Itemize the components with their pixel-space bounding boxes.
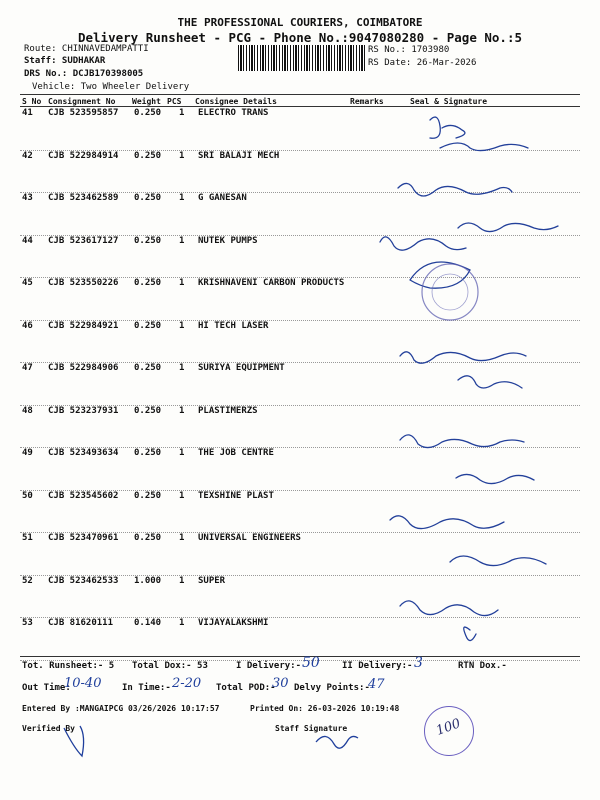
col-pcs: PCS xyxy=(167,97,182,106)
row-sno: 43 xyxy=(22,193,33,203)
row-consignment-no: CJB 523462589 xyxy=(48,193,119,203)
row-weight: 1.000 xyxy=(134,575,162,586)
row-pcs: 1 xyxy=(179,363,185,373)
row-pcs: 1 xyxy=(179,533,185,543)
row-weight: 0.250 xyxy=(134,193,162,203)
vehicle-label: Vehicle: Two Wheeler Delivery xyxy=(32,82,190,92)
row-pcs: 1 xyxy=(179,320,185,331)
row-consignment-no: CJB 523237931 xyxy=(48,405,119,416)
row-weight: 0.250 xyxy=(134,150,162,161)
row-consignment-no: CJB 523462533 xyxy=(48,575,119,586)
total-pod-label: Total POD:- xyxy=(216,683,276,693)
row-pcs: 1 xyxy=(179,150,185,161)
row-consignee: VIJAYALAKSHMI xyxy=(198,618,269,628)
row-consignment-no: CJB 523545602 xyxy=(48,490,119,501)
row-weight: 0.250 xyxy=(134,108,162,118)
row-pcs: 1 xyxy=(179,490,185,501)
total-pod-value: 30 xyxy=(272,676,289,691)
row-sno: 49 xyxy=(22,448,33,458)
row-pcs: 1 xyxy=(179,618,185,628)
i-delivery-value: 50 xyxy=(302,655,320,671)
row-consignee: THE JOB CENTRE xyxy=(198,448,274,458)
col-consignee: Consignee Details xyxy=(195,97,277,106)
row-consignee: SUPER xyxy=(198,575,226,586)
row-consignee: UNIVERSAL ENGINEERS xyxy=(198,533,301,543)
row-consignee: NUTEK PUMPS xyxy=(198,235,258,246)
col-weight: Weight xyxy=(132,97,161,106)
drs-number: DRS No.: DCJB170398005 xyxy=(24,69,144,79)
row-pcs: 1 xyxy=(179,278,185,288)
row-weight: 0.140 xyxy=(134,618,162,628)
verified-by: Verified By xyxy=(22,724,75,733)
row-consignee: G GANESAN xyxy=(198,193,247,203)
rs-number: RS No.: 1703980 xyxy=(368,45,450,55)
row-consignment-no: CJB 81620111 xyxy=(48,618,114,628)
seal-number: 100 xyxy=(434,716,463,739)
row-consignment-no: CJB 523617127 xyxy=(48,235,119,246)
verified-signature-mark xyxy=(58,722,118,762)
row-sno: 47 xyxy=(22,363,33,373)
ii-delivery-label: II Delivery:- xyxy=(342,661,413,671)
row-sno: 51 xyxy=(22,533,33,543)
row-sno: 41 xyxy=(22,108,33,118)
row-sno: 52 xyxy=(22,575,33,586)
row-pcs: 1 xyxy=(179,405,185,416)
tot-runsheet: Tot. Runsheet:- 5 xyxy=(22,661,115,671)
row-pcs: 1 xyxy=(179,448,185,458)
row-sno: 53 xyxy=(22,618,33,628)
row-consignee: PLASTIMERZS xyxy=(198,405,258,416)
entered-by: Entered By :MANGAIPCG 03/26/2026 10:17:57 xyxy=(22,704,220,713)
row-weight: 0.250 xyxy=(134,363,162,373)
delvy-points-value: 47 xyxy=(368,677,385,692)
row-weight: 0.250 xyxy=(134,320,162,331)
col-seal-signature: Seal & Signature xyxy=(410,97,488,106)
staff-signature: Staff Signature xyxy=(275,724,348,733)
route-label: Route: CHINNAVEDAMPATTI xyxy=(24,44,149,54)
company-name: THE PROFESSIONAL COURIERS, COIMBATORE xyxy=(177,16,423,29)
rs-date: RS Date: 26-Mar-2026 xyxy=(368,58,477,68)
footer-top-rule xyxy=(20,656,580,657)
row-pcs: 1 xyxy=(179,193,185,203)
row-sno: 48 xyxy=(22,405,33,416)
in-time-value: 2-20 xyxy=(172,676,202,691)
row-consignment-no: CJB 523470961 xyxy=(48,533,119,543)
printed-on: Printed On: 26-03-2026 10:19:48 xyxy=(250,704,400,713)
rtn-dox: RTN Dox.- xyxy=(458,661,507,671)
row-sno: 50 xyxy=(22,490,33,501)
header-bottom-rule xyxy=(20,106,580,107)
in-time-label: In Time:- xyxy=(122,683,171,693)
row-weight: 0.250 xyxy=(134,405,162,416)
row-sno: 42 xyxy=(22,150,33,161)
row-consignment-no: CJB 523493634 xyxy=(48,448,119,458)
col-sno: S No xyxy=(22,97,42,106)
row-weight: 0.250 xyxy=(134,235,162,246)
row-sno: 44 xyxy=(22,235,33,246)
row-consignment-no: CJB 523595857 xyxy=(48,108,119,118)
row-consignee: KRISHNAVENI CARBON PRODUCTS xyxy=(198,278,345,288)
row-weight: 0.250 xyxy=(134,533,162,543)
i-delivery-label: I Delivery:- xyxy=(236,661,302,671)
row-consignee: SRI BALAJI MECH xyxy=(198,150,280,161)
row-pcs: 1 xyxy=(179,235,185,246)
row-weight: 0.250 xyxy=(134,278,162,288)
handwritten-signatures xyxy=(370,110,590,650)
row-weight: 0.250 xyxy=(134,490,162,501)
row-consignment-no: CJB 522984906 xyxy=(48,363,119,373)
row-consignee: ELECTRO TRANS xyxy=(198,108,269,118)
runsheet-title: Delivery Runsheet - PCG - Phone No.:9047080280 - Page No.:5 xyxy=(77,30,522,45)
row-consignee: HI TECH LASER xyxy=(198,320,269,331)
row-sno: 46 xyxy=(22,320,33,331)
delvy-points-label: Delvy Points:- xyxy=(294,683,370,693)
row-sno: 45 xyxy=(22,278,33,288)
col-remarks: Remarks xyxy=(350,97,384,106)
row-consignee: TEXSHINE PLAST xyxy=(198,490,274,501)
row-consignment-no: CJB 523550226 xyxy=(48,278,119,288)
staff-signature-mark xyxy=(312,728,362,758)
out-time-label: Out Time: xyxy=(22,683,71,693)
row-consignment-no: CJB 522984921 xyxy=(48,320,119,331)
row-pcs: 1 xyxy=(179,575,185,586)
staff-label: Staff: SUDHAKAR xyxy=(24,56,106,66)
ii-delivery-value: 3 xyxy=(414,655,423,671)
row-weight: 0.250 xyxy=(134,448,162,458)
row-consignee: SURIYA EQUIPMENT xyxy=(198,363,285,373)
header-top-rule xyxy=(20,94,580,95)
out-time-value: 10-40 xyxy=(64,676,102,691)
barcode-image xyxy=(238,45,366,71)
row-consignment-no: CJB 522984914 xyxy=(48,150,119,161)
col-consignment: Consignment No xyxy=(48,97,116,106)
row-pcs: 1 xyxy=(179,108,185,118)
total-dox: Total Dox:- 53 xyxy=(132,661,208,671)
